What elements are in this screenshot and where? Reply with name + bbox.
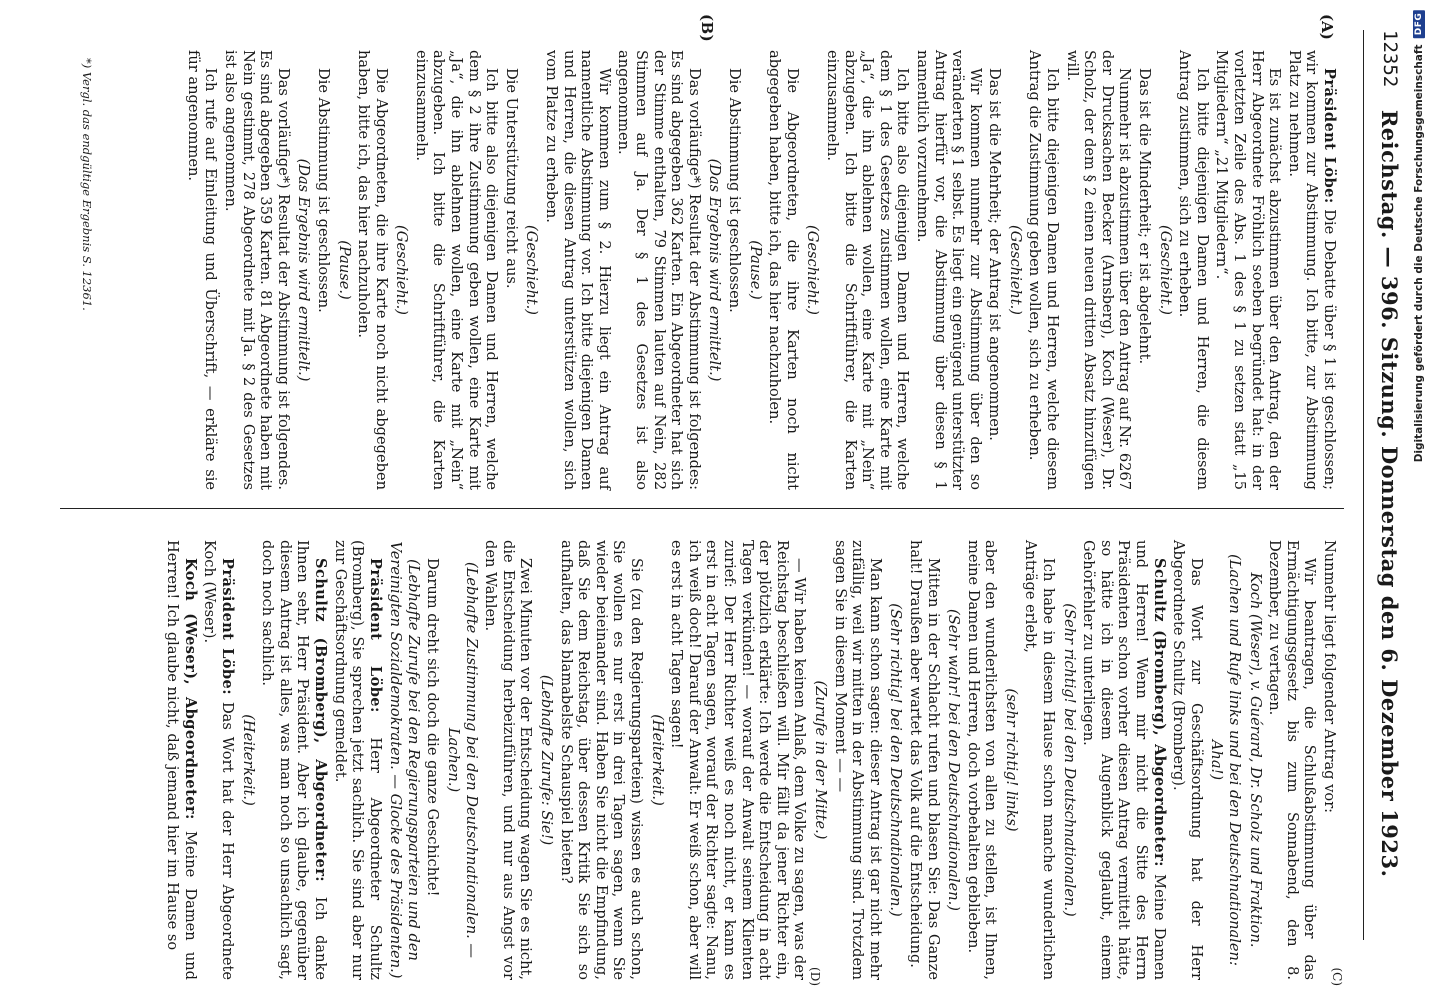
paragraph: Die Unterstützung reicht aus. [502, 68, 520, 289]
stage-direction: (Geschieht.) [393, 225, 411, 315]
footnote: *) Vergl. das endgültige Ergebnis S. 12361. [80, 58, 94, 311]
paragraph: Ich bitte diejenigen Damen und Herren, welche diesem Antrag die Zustimmung geben wollen, sich zu erheben. [1026, 50, 1062, 490]
stage-direction: (Pause.) [335, 240, 353, 300]
stage-direction: (Zurufe in der Mitte.) [811, 680, 829, 840]
dfg-watermark [1408, 10, 1430, 990]
paragraph: Das vorläufige*) Resultat der Abstimmung ist folgendes: Es sind abgegeben 362 Karten. Ein Abgeordneter hat sich der Stimme enthalten, 79 Stimmen lauten auf Nein, 282 Stimmen auf Ja. Der § 1 des Gesetzes ist also angenommen. [615, 50, 703, 490]
paragraph: Wir beantragen, die Schlußabstimmung über das Ermächtigungsgesetz bis zum Sonnabend, den 8. Dezember, zu vertagen. [1266, 540, 1319, 980]
dfg-logo: DFG [1413, 10, 1425, 39]
right-column [162, 540, 1338, 980]
stage-direction: (Lachen und Rufe links und bei den Deutschnationalen: Aha!) [1208, 554, 1244, 966]
margin-marker-a: (A) [1318, 14, 1336, 40]
speaker-name: Präsident Löbe: [1321, 68, 1338, 204]
stage-direction: (Geschieht.) [804, 225, 822, 315]
column-divider [60, 508, 1344, 509]
paragraph: Die Abstimmung ist geschlossen. [726, 68, 743, 313]
paragraph: Das vorläufige*) Resultat der Abstimmung ist folgendes. Es sind abgegeben 359 Karten. 81 Abgeordnete haben mit Nein gestimmt, 278 Abgeordnete mit Ja. § 2 des Gesetzes ist also angenommen. [221, 50, 292, 490]
speaker-name: Präsident Löbe: [218, 558, 236, 695]
paragraph: Schultz (Bromberg), Abgeordneter: Meine Damen und Herren! Wenn mir nicht die Sitte des Herrn Präsidenten schon vorher diesen Antrag vermittelt hätte, so hätte ich in diesem Augenblick geglaubt, einem Gehörfehler zu unterliegen. [1080, 540, 1168, 980]
paragraph: — Wir haben keinen Anlaß, dem Volke zu sagen, was der Reichstag beschließen will. Mir fällt da jener Richter ein, der plötzlich erklärte: Ich werde die Entscheidung in acht Tagen verkünden! — worauf der Anwalt seinem Klienten zurief: Der Herr Richter weiß es noch nicht, er kann es erst in acht Tagen sagen, worauf der Richter sagte: Nanu, ich weiß doch! Darauf der Anwalt: Er weiß schon, aber will es erst in acht Tagen sagen! [668, 540, 809, 980]
paragraph: Präsident Löbe: Herr Abgeordneter Schultz (Bromberg), Sie sprechen jetzt sachlich. Sie sind aber nur zur Geschäftsordnung gemeldet. [331, 540, 384, 980]
stage-direction: (Das Ergebnis wird ermittelt.) [706, 158, 724, 382]
paragraph: Das ist die Mehrheit; der Antrag ist angenommen. [986, 68, 1004, 441]
stage-direction: (Sehr richtig! bei den Deutschnationalen.) [887, 603, 905, 917]
page-number: 12352 [1379, 30, 1401, 88]
speaker-name: Koch (Weser), Abgeordneter: [181, 558, 199, 820]
paragraph: Ich rufe auf Einleitung und Überschrift, — erkläre sie für angenommen. [184, 50, 220, 490]
paragraph: Das Wort zur Geschäftsordnung hat der Herr Abgeordnete Schultz (Bromberg). [1170, 540, 1205, 980]
paragraph: Mitten in der Schlacht rufen und blasen Sie: Das Ganze halt! Draußen aber wartet das Volk auf die Entscheidung. [906, 540, 942, 980]
stage-direction: (Lebhafte Zustimmung bei den Deutschnationalen. — Lachen.) [445, 561, 480, 959]
paragraph: Ich bitte also diejenigen Damen und Herren, welche dem § 1 des Gesetzes zustimmen wollen, eine Karte mit „Ja“, die ihn ablehnen wollen, eine Karte mit „Nein“ abzugeben. Ich bitte die Schriftführer, die Karten einzusammeln. [823, 50, 912, 490]
speaker-name: Präsident Löbe: [366, 558, 384, 713]
speaker-name: Schultz (Bromberg), Abgeordneter: [1150, 558, 1168, 867]
paragraph: Zwei Minuten vor der Entscheidung wagen Sie es nicht, die Entscheidung herbeizuführen, und nur aus Angst vor den Wahlen. [482, 540, 535, 980]
margin-marker-c: (C) [1330, 967, 1344, 986]
stage-direction: (sehr richtig! links) [1002, 688, 1020, 832]
stage-direction: (Das Ergebnis wird ermittelt.) [295, 158, 313, 382]
paragraph: Koch (Weser), Abgeordneter: Meine Damen und Herren! Ich glaube nicht, daß jemand hier im Hause so [164, 540, 199, 980]
paragraph: Die Abgeordneten, die ihre Karte noch nicht abgegeben haben, bitte ich, das hier nachzuholen. [355, 50, 390, 490]
paragraph: aber den wunderlichsten von allen zu stellen, ist Ihnen, meine Damen und Herren, doch vorbehalten geblieben. [964, 540, 1000, 980]
margin-marker-b: (B) [698, 14, 716, 43]
paragraph: Man kann schon sagen: dieser Antrag ist gar nicht mehr zufällig, weil wir mitten in der Abstimmung sind. Trotzdem sagen Sie in diesem Moment — — [831, 540, 884, 980]
paragraph: Es ist zunächst abzustimmen über den Antrag, den der Herr Abgeordnete Fröhlich soeben begründet hat: in der vorletzten Zeile des Abs. 1 des § 1 zu setzen statt „15 Mitgliedern“ „21 Mitgliedern“. [1213, 50, 1284, 490]
stage-direction: (Sehr wahr! bei den Deutschnationalen.) [945, 609, 963, 911]
paragraph: Nunmehr ist abzustimmen über den Antrag auf Nr. 6267 der Drucksachen Becker (Arnsberg), Koch (Weser), Dr. Scholz, der dem § 2 einen neuen dritten Absatz hinzufügen will. [1063, 50, 1134, 490]
paragraph: Die Abstimmung ist geschlossen. [314, 68, 332, 313]
paragraph: Ich bitte also diejenigen Damen und Herren, welche dem § 2 ihre Zustimmung geben wollen, eine Karte mit „Ja“, die ihn ablehnen wollen, eine Karte mit „Nein“ abzugeben. Ich bitte die Schriftführer, die Karten einzusammeln. [412, 50, 501, 490]
paragraph: Ich habe in diesem Hause schon manche wunderlichen Anträge erlebt, [1022, 540, 1058, 980]
stage-direction: (Geschieht.) [1156, 225, 1174, 315]
stage-direction: (Sehr richtig! bei den Deutschnationalen.) [1060, 603, 1078, 917]
paragraph: Das ist die Minderheit; er ist abgelehnt. [1136, 68, 1154, 365]
paragraph: Wir kommen nunmehr zur Abstimmung über den so veränderten § 1 selbst. Es liegt ein genügend unterstützter Antrag hierfür vor, die Abstimmung über diesen § 1 namentlich vorzunehmen. [913, 50, 984, 490]
speaker-name: Schultz (Bromberg), Abgeordneter: [311, 558, 329, 883]
stage-direction: Koch (Weser), v. Guérard, Dr. Scholz und Fraktion. [1246, 572, 1264, 948]
paragraph: Präsident Löbe: Das Wort hat der Herr Abgeordnete Koch (Weser). [201, 540, 236, 980]
paragraph: Schultz (Bromberg), Abgeordneter: Ich danke Ihnen sehr, Herr Präsident. Aber ich glaube, gegenüber diesem Antrag ist alles, was man noch so unsachlich sagt, doch noch sachlich. [259, 540, 329, 980]
paragraph: Präsident Löbe: Die Debatte über § 1 ist geschlossen; wir kommen zur Abstimmung. Ich bitte, zur Abstimmung Platz zu nehmen. [1285, 50, 1338, 490]
paragraph: Ich bitte diejenigen Damen und Herren, die diesem Antrag zustimmen, sich zu erheben. [1176, 50, 1211, 490]
paragraph: Sie (zu den Regierungsparteien) wissen es auch schon, Sie wollen es nur erst in drei Tagen sagen, wenn Sie wieder beieinander sind. Haben Sie nicht die Empfindung, daß Sie dem Reichstag, über dessen Kritik Sie sich so aufhalten, das blamabelste Schauspiel bieten? [557, 540, 646, 980]
paragraph: Nunmehr liegt folgender Antrag vor: [1321, 540, 1338, 814]
stage-direction: (Heiterkeit.) [648, 714, 666, 806]
stage-direction: (Lebhafte Zurufe bei den Regierungsparteien und den Vereinigten Sozialdemokraten. — Glocke des Präsidenten.) [387, 541, 422, 979]
watermark-text: Digitalisierung gefördert durch die Deutsche Forschungsgemeinschaft [1413, 44, 1425, 463]
page-title: Reichstag. — 396. Sitzung. Donnerstag den 6. Dezember 1923. [1377, 109, 1403, 878]
paragraph: Darum dreht sich doch die ganze Geschichte! [424, 558, 442, 897]
stage-direction: (Geschieht.) [1006, 225, 1024, 315]
paragraph: Wir kommen zum § 2. Hierzu liegt ein Antrag auf namentliche Abstimmung vor. Ich bitte diejenigen Damen und Herren, die diesen Antrag unterstützen wollen, sich vom Platze zu erheben. [543, 50, 613, 490]
paragraph: Die Abgeordneten, die ihre Karten noch nicht abgegeben haben, bitte ich, das hier nachzuholen. [766, 50, 801, 490]
stage-direction: (Lebhafte Zurufe: Sie!) [538, 674, 556, 846]
margin-marker-d: (D) [808, 967, 822, 986]
stage-direction: (Geschieht.) [523, 225, 541, 315]
stage-direction: (Heiterkeit.) [239, 714, 257, 806]
stage-direction: (Pause.) [746, 240, 764, 300]
left-column [182, 50, 1338, 490]
